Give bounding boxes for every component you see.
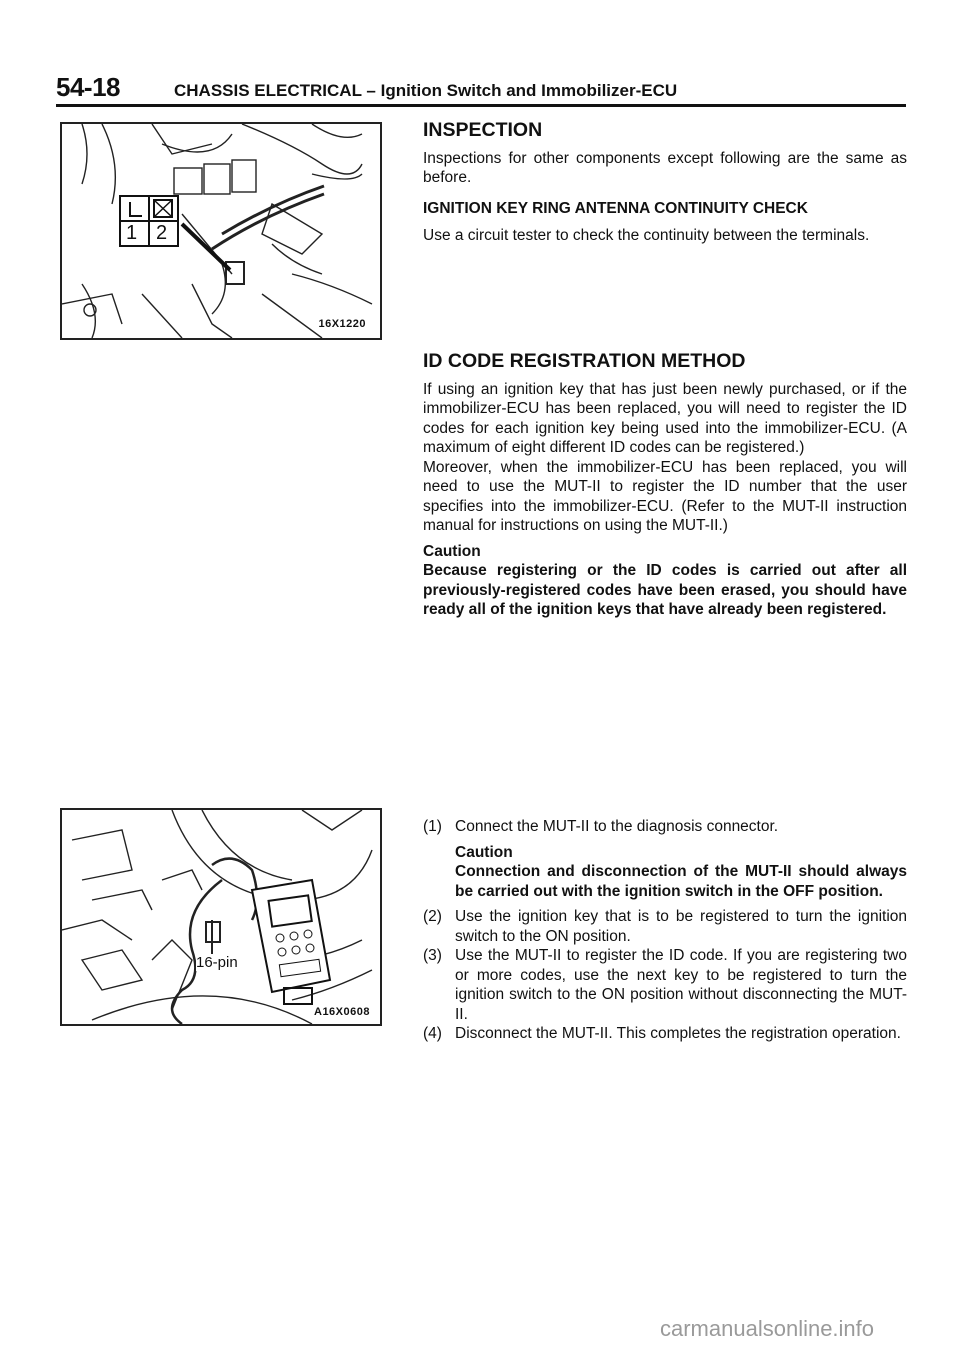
registration-steps [423, 817, 907, 1044]
mut-ii-illustration [62, 810, 380, 1024]
terminal-2-label: 2 [156, 222, 168, 244]
header-rule [56, 104, 906, 107]
section-dash: – [366, 81, 376, 100]
pin-label: 16-pin [196, 954, 238, 971]
antenna-check-text: Use a circuit tester to check the continuity between the terminals. [423, 227, 870, 244]
figure-key-ring-antenna [60, 122, 382, 340]
figure-code: A16X0608 [314, 1006, 370, 1018]
step-number: (2) [423, 908, 442, 925]
figure-code: 16X1220 [318, 318, 366, 330]
step-number: (3) [423, 947, 442, 964]
step-4 [423, 1024, 907, 1044]
step-3 [423, 946, 907, 1024]
inspection-section [423, 121, 907, 246]
caution-label: Caution [455, 843, 513, 861]
antenna-check-heading: IGNITION KEY RING ANTENNA CONTINUITY CHECK [423, 199, 808, 217]
figure-mut-connection [60, 808, 382, 1026]
page-number: 54-18 [56, 72, 120, 102]
section-title [174, 81, 677, 101]
leader-line [182, 224, 230, 270]
step-number: (1) [423, 818, 442, 835]
dashboard-illustration [62, 124, 380, 338]
caution-label: Caution [423, 542, 481, 560]
caution-text: Because registering or the ID codes is carried out after all previously-registered codes have been erased, you should have ready all of the ignition keys that have already been registered. [423, 562, 907, 618]
registration-section [423, 352, 907, 620]
step-text: Use the MUT-II to register the ID code. If you are registering two or more codes, use the next key to be registered to turn the ignition switch to the ON position without disconnecting the MUT-II. [455, 947, 907, 1023]
caution-text: Connection and disconnection of the MUT-II should always be carried out with the ignition switch in the OFF position. [455, 863, 907, 900]
step-1 [423, 817, 907, 837]
registration-paragraph-2: Moreover, when the immobilizer-ECU has been replaced, you will need to use the MUT-II to register the ID number that the user specifies into the immobilizer-ECU. (Refer to the MUT-II instruction manual for instructions on using the MUT-II.) [423, 458, 907, 534]
section-name: CHASSIS ELECTRICAL [174, 81, 362, 100]
watermark: carmanualsonline.info [660, 1316, 875, 1341]
step-1-caution [423, 843, 907, 902]
step-text: Disconnect the MUT-II. This completes the registration operation. [455, 1025, 901, 1042]
page-header [56, 64, 906, 104]
step-text: Use the ignition key that is to be registered to turn the ignition switch to the ON position. [455, 908, 907, 945]
registration-heading: ID CODE REGISTRATION METHOD [423, 350, 746, 372]
terminal-1-label: 1 [126, 222, 138, 244]
subsection-name: Ignition Switch and Immobilizer-ECU [380, 81, 678, 100]
inspection-intro: Inspections for other components except following are the same as before. [423, 149, 907, 186]
registration-paragraph-1: If using an ignition key that has just been newly purchased, or if the immobilizer-ECU has been replaced, you will need to register the ID codes for each ignition key being used into the immobilizer-ECU. (A maximum of eight different ID codes can be registered.) [423, 380, 907, 456]
step-text: Connect the MUT-II to the diagnosis connector. [455, 818, 779, 835]
step-2 [423, 907, 907, 946]
step-number: (4) [423, 1025, 442, 1042]
inspection-heading: INSPECTION [423, 119, 543, 141]
